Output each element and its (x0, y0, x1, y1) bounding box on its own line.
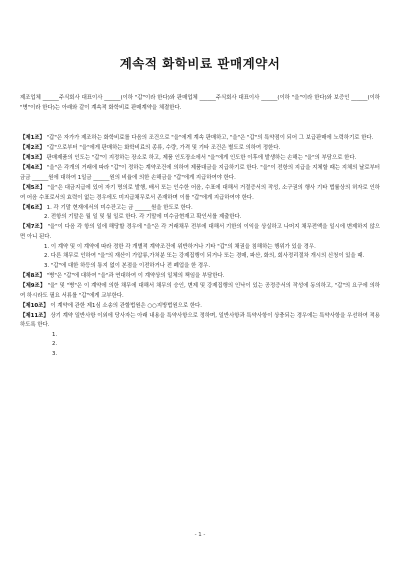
article-paragraph: 3. "갑"에 대한 하등의 통지 없이 본점을 이전하거나 전 폐업을 한 경우. (44, 262, 211, 269)
article-text: 이 계약에 관한 제1심 소송의 관할법원은 ○○지방법원으로 한다. (50, 302, 202, 309)
article-paragraph: 2. 전항의 기말은 월 일 및 월 일로 한다. 각 기말에 미수금현재고 확인서를 제출한다. (44, 214, 242, 221)
article-text: 상기 계약 일반사항 이외에 당사자는 아래 내용을 특약사항으로 정하며, 일반사항과 특약사항이 상충되는 경우에는 특약사항을 우선하여 적용하도록 한다. (20, 312, 380, 329)
article-label: 【제7조】 (20, 224, 46, 231)
article-label: 【제3조】 (20, 155, 45, 162)
article-1 (20, 134, 380, 144)
article-9 (20, 282, 380, 301)
article-6 (20, 204, 380, 223)
article-paragraph: 2. 다른 채무로 인하여 "을"의 재산이 가압류,가처분 또는 강제집행이 되거나 또는 경매, 파산, 화의, 회사정리절차 개시의 신청이 있을 때. (44, 253, 365, 260)
article-text: "을"이 다음 각 항의 일에 해당할 경우에 "을"은 각 거래채무 전부에 대해서 기한의 이익을 상실하고 나머지 채무전액을 일시에 변제하지 않으면 아니 된다. (20, 224, 380, 240)
article-7 (20, 223, 380, 271)
article-label: 【제2조】 (20, 145, 45, 152)
document-title: 계속적 화학비료 판매계약서 (119, 56, 281, 71)
special-term-item: 1. (52, 331, 58, 338)
article-8 (20, 272, 380, 282)
article-4 (20, 164, 380, 183)
article-label: 【제8조】 (20, 272, 45, 279)
article-2 (20, 144, 380, 154)
article-label: 【제11조】 (20, 312, 49, 319)
article-label: 【제4조】 (20, 165, 46, 172)
article-text: "을"은 대금지급에 있어 자기 명의로 발행, 배서 또는 인수한 어음, 수표에 대해서 거절증서의 작성, 소구권의 행사 기타 법률상의 허자로 인하여 어음 수표로서의 효력이 없는 경우에도 미지급채무로서 존재하며 이를 "갑"에게 지급하여야 한다. (20, 184, 381, 201)
article-label: 【제9조】 (20, 282, 46, 289)
article-text: "병"은 "갑"에 대하여 "을"과 연대하여 이 계약상의 일체의 책임을 부담한다. (46, 272, 225, 279)
article-10 (20, 302, 380, 312)
article-label: 【제6조】 (20, 204, 45, 211)
article-label: 【제10조】 (20, 302, 49, 309)
special-term-item: 2. (52, 341, 58, 348)
article-text: "갑"은 자가가 제조하는 화학비료를 다음의 조건으로 "을"에게 계속 판매하고, "을"은 "갑"의 특약점이 되어 그 보급판매에 노력하기로 한다. (46, 135, 374, 141)
article-text: "갑"으로부터 "을"에게 판매하는 화학비료의 종류, 수량, 가격 및 기타 조건은 별도로 의하여 정한다. (46, 145, 281, 152)
special-term-item: 3. (52, 351, 58, 358)
page-number: - 1 - (194, 532, 206, 538)
article-text: "을"은 각개의 거래에 따라 "갑"이 정하는 계약조건에 의하여 제품대금을 지급하기로 한다. "을"이 전항의 지급을 지체할 때는 지체의 날로부터 금금 ______원에 대하여 1일금 ______원의 비율에 의한 손해금을 "갑"에게 지급하여야 한다. (20, 165, 380, 181)
article-text: 판매제품의 인도는 "갑"이 지정하는 장소로 하고, 제품 인도장소에서 "을"에게 인도한 이후에 발생하는 손해는 "을"의 부담으로 한다. (46, 155, 357, 162)
article-11 (20, 312, 380, 360)
article-label: 【제5조】 (20, 184, 46, 191)
article-label: 【제1조】 (20, 135, 45, 141)
article-paragraph: 1. 이 계약 및 이 계약에 따라 정한 각 개별적 계약조건에 위반하거나 기타 "갑"의 채권을 침해하는 행위가 있을 경우. (44, 243, 316, 250)
article-text: "을" 및 "병"은 이 계약에 의한 채무에 대해서 채무의 승인, 변제 및 강제집행의 인낙이 있는 공정증서의 작성에 동의하고, "갑"의 요구에 의하여 하시라도 필요 서류를 "갑"에게 교부한다. (20, 282, 380, 299)
article-3 (20, 154, 380, 164)
intro-paragraph: 제조업체 ______주식회사 대표이사 ______(이하 "갑"이라 한다)와 판매업체 ______주식회사 대표이사 ______(이하 "을"이라 한다)와 보증인 ______(이하 "병"이라 한다)는 아래와 같이 계속적 화학비료 판매계약을 체결한다. (20, 95, 380, 111)
article-text: 1. 각 기말 현재에서의 미수잔고는 금 ______원을 한도로 한다. (46, 204, 193, 211)
articles-list (20, 134, 380, 360)
article-5 (20, 184, 380, 203)
